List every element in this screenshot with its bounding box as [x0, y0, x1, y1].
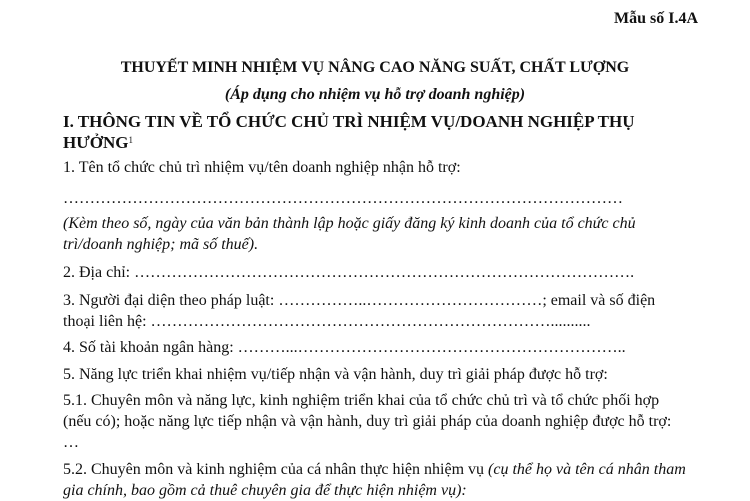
item-5: 5. Năng lực triển khai nhiệm vụ/tiếp nhận và vận hành, duy trì giải pháp được hỗ trợ: [63, 366, 608, 383]
item-4: 4. Số tài khoản ngân hàng: ………...…………………………………………………….. [63, 339, 626, 356]
footnote-marker: 1 [128, 135, 133, 145]
item-5-2 [63, 459, 688, 501]
item-2: 2. Địa chỉ: …………………………………………………………………………………. [63, 264, 635, 281]
item-1-note: (Kèm theo số, ngày của văn bản thành lập hoặc giấy đăng ký kinh doanh của tổ chức chủ trì/doanh nghiệp; mã số thuế). [63, 215, 636, 253]
item-1: 1. Tên tổ chức chủ trì nhiệm vụ/tên doanh nghiệp nhận hỗ trợ: [63, 159, 461, 176]
document-subtitle: (Áp dụng cho nhiệm vụ hỗ trợ doanh nghiệp) [224, 86, 526, 103]
section-heading [63, 111, 683, 153]
section-heading-text: I. THÔNG TIN VỀ TỔ CHỨC CHỦ TRÌ NHIỆM VỤ/DOANH NGHIỆP THỤ HƯỞNG [63, 112, 635, 152]
form-code: Mẫu số I.4A [613, 10, 698, 27]
document-title: THUYẾT MINH NHIỆM VỤ NÂNG CAO NĂNG SUẤT, CHẤT LƯỢNG [120, 59, 630, 76]
item-1-blank: …………………………………………………………………………………………… [63, 190, 623, 207]
item-5-1: 5.1. Chuyên môn và năng lực, kinh nghiệm triển khai của tổ chức chủ trì và tổ chức phối hợp (nếu có); hoặc năng lực tiếp nhận và vận hành, duy trì giải pháp của doanh nghiệp được hỗ trợ: … [63, 392, 672, 451]
item-5-2-note: (cụ thể họ và tên cá nhân tham gia chính, bao gồm cả thuê chuyên gia để thực hiện nhiệm vụ): [63, 461, 686, 499]
item-3: 3. Người đại diện theo pháp luật: ……………..……………………………; email và số điện thoại liên hệ: ………………………………………………………………….......... [63, 292, 656, 330]
item-5-2-text: 5.2. Chuyên môn và kinh nghiệm của cá nhân thực hiện nhiệm vụ [63, 461, 485, 478]
